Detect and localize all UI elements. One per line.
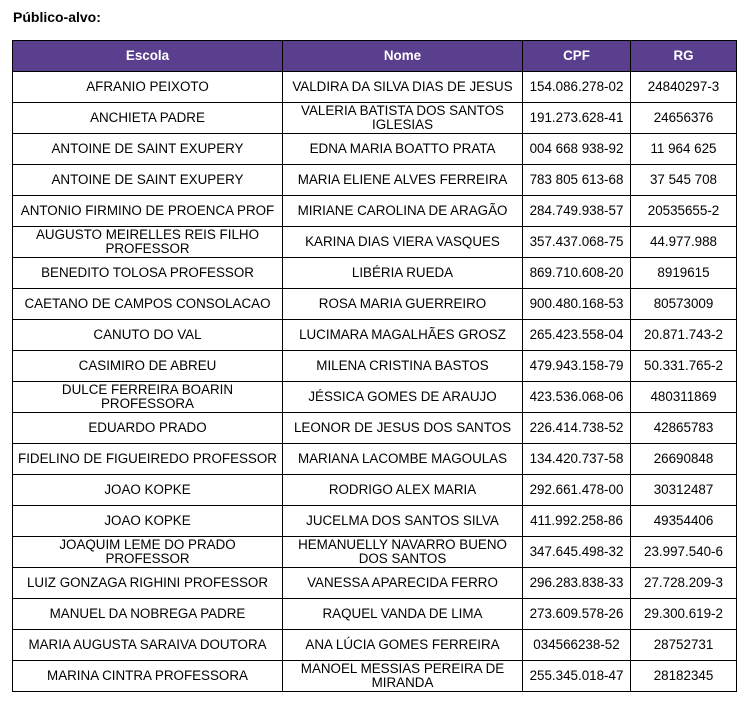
cell-rg: 20.871.743-2: [631, 320, 737, 351]
table-row: [13, 227, 737, 258]
cell-nome: MILENA CRISTINA BASTOS: [283, 351, 523, 382]
cell-rg: 28752731: [631, 630, 737, 661]
cell-cpf: 292.661.478-00: [523, 475, 631, 506]
table-row: [13, 537, 737, 568]
cell-escola: ANCHIETA PADRE: [13, 103, 283, 134]
cell-cpf: 265.423.558-04: [523, 320, 631, 351]
cell-nome: RODRIGO ALEX MARIA: [283, 475, 523, 506]
cell-escola: ANTOINE DE SAINT EXUPERY: [13, 134, 283, 165]
table-body: [13, 72, 737, 692]
cell-escola: AFRANIO PEIXOTO: [13, 72, 283, 103]
table-header-row: [13, 41, 737, 72]
cell-cpf: 411.992.258-86: [523, 506, 631, 537]
cell-escola: LUIZ GONZAGA RIGHINI PROFESSOR: [13, 568, 283, 599]
cell-cpf: 226.414.738-52: [523, 413, 631, 444]
cell-nome: EDNA MARIA BOATTO PRATA: [283, 134, 523, 165]
cell-rg: 24840297-3: [631, 72, 737, 103]
cell-rg: 11 964 625: [631, 134, 737, 165]
cell-cpf: 479.943.158-79: [523, 351, 631, 382]
table-row: [13, 661, 737, 692]
cell-nome: VANESSA APARECIDA FERRO: [283, 568, 523, 599]
cell-cpf: 347.645.498-32: [523, 537, 631, 568]
cell-cpf: 296.283.838-33: [523, 568, 631, 599]
cell-nome: ROSA MARIA GUERREIRO: [283, 289, 523, 320]
table-row: [13, 196, 737, 227]
table-row: [13, 289, 737, 320]
table-row: [13, 351, 737, 382]
cell-escola: MARIA AUGUSTA SARAIVA DOUTORA: [13, 630, 283, 661]
cell-rg: 49354406: [631, 506, 737, 537]
cell-cpf: 783 805 613-68: [523, 165, 631, 196]
cell-cpf: 004 668 938-92: [523, 134, 631, 165]
cell-rg: 44.977.988: [631, 227, 737, 258]
cell-cpf: 357.437.068-75: [523, 227, 631, 258]
cell-escola: AUGUSTO MEIRELLES REIS FILHO PROFESSOR: [13, 227, 283, 258]
cell-escola: FIDELINO DE FIGUEIREDO PROFESSOR: [13, 444, 283, 475]
cell-rg: 20535655-2: [631, 196, 737, 227]
table-row: [13, 165, 737, 196]
cell-cpf: 900.480.168-53: [523, 289, 631, 320]
cell-nome: LUCIMARA MAGALHÃES GROSZ: [283, 320, 523, 351]
cell-cpf: 154.086.278-02: [523, 72, 631, 103]
cell-escola: JOAO KOPKE: [13, 506, 283, 537]
table-row: [13, 413, 737, 444]
cell-nome: HEMANUELLY NAVARRO BUENO DOS SANTOS: [283, 537, 523, 568]
cell-rg: 480311869: [631, 382, 737, 413]
cell-cpf: 273.609.578-26: [523, 599, 631, 630]
column-header-cpf: CPF: [523, 41, 631, 72]
table-row: [13, 506, 737, 537]
cell-rg: 42865783: [631, 413, 737, 444]
cell-escola: MARINA CINTRA PROFESSORA: [13, 661, 283, 692]
column-header-escola: Escola: [13, 41, 283, 72]
cell-rg: 30312487: [631, 475, 737, 506]
cell-nome: JUCELMA DOS SANTOS SILVA: [283, 506, 523, 537]
cell-nome: LEONOR DE JESUS DOS SANTOS: [283, 413, 523, 444]
cell-nome: LIBÉRIA RUEDA: [283, 258, 523, 289]
cell-cpf: 284.749.938-57: [523, 196, 631, 227]
cell-cpf: 255.345.018-47: [523, 661, 631, 692]
cell-cpf: 423.536.068-06: [523, 382, 631, 413]
table-row: [13, 382, 737, 413]
cell-escola: BENEDITO TOLOSA PROFESSOR: [13, 258, 283, 289]
cell-escola: CANUTO DO VAL: [13, 320, 283, 351]
cell-rg: 29.300.619-2: [631, 599, 737, 630]
table-row: [13, 599, 737, 630]
cell-nome: MANOEL MESSIAS PEREIRA DE MIRANDA: [283, 661, 523, 692]
cell-escola: JOAQUIM LEME DO PRADO PROFESSOR: [13, 537, 283, 568]
cell-escola: ANTOINE DE SAINT EXUPERY: [13, 165, 283, 196]
target-audience-table: [12, 40, 737, 692]
cell-rg: 37 545 708: [631, 165, 737, 196]
cell-nome: MIRIANE CAROLINA DE ARAGÃO: [283, 196, 523, 227]
cell-nome: VALDIRA DA SILVA DIAS DE JESUS: [283, 72, 523, 103]
cell-rg: 26690848: [631, 444, 737, 475]
cell-escola: CASIMIRO DE ABREU: [13, 351, 283, 382]
cell-rg: 23.997.540-6: [631, 537, 737, 568]
cell-escola: EDUARDO PRADO: [13, 413, 283, 444]
table-row: [13, 320, 737, 351]
cell-rg: 50.331.765-2: [631, 351, 737, 382]
cell-rg: 28182345: [631, 661, 737, 692]
cell-rg: 8919615: [631, 258, 737, 289]
cell-escola: DULCE FERREIRA BOARIN PROFESSORA: [13, 382, 283, 413]
cell-cpf: 134.420.737-58: [523, 444, 631, 475]
page-heading: Público-alvo:: [13, 9, 101, 25]
table-row: [13, 475, 737, 506]
cell-nome: JÉSSICA GOMES DE ARAUJO: [283, 382, 523, 413]
column-header-nome: Nome: [283, 41, 523, 72]
table-row: [13, 134, 737, 165]
cell-nome: KARINA DIAS VIERA VASQUES: [283, 227, 523, 258]
table-row: [13, 568, 737, 599]
table-row: [13, 444, 737, 475]
cell-escola: MANUEL DA NOBREGA PADRE: [13, 599, 283, 630]
cell-escola: CAETANO DE CAMPOS CONSOLACAO: [13, 289, 283, 320]
cell-nome: ANA LÚCIA GOMES FERREIRA: [283, 630, 523, 661]
cell-nome: RAQUEL VANDA DE LIMA: [283, 599, 523, 630]
cell-cpf: 034566238-52: [523, 630, 631, 661]
cell-cpf: 869.710.608-20: [523, 258, 631, 289]
table-row: [13, 72, 737, 103]
cell-rg: 24656376: [631, 103, 737, 134]
cell-nome: MARIA ELIENE ALVES FERREIRA: [283, 165, 523, 196]
cell-nome: VALERIA BATISTA DOS SANTOS IGLESIAS: [283, 103, 523, 134]
cell-escola: ANTONIO FIRMINO DE PROENCA PROF: [13, 196, 283, 227]
table-row: [13, 630, 737, 661]
column-header-rg: RG: [631, 41, 737, 72]
cell-cpf: 191.273.628-41: [523, 103, 631, 134]
cell-nome: MARIANA LACOMBE MAGOULAS: [283, 444, 523, 475]
table-row: [13, 103, 737, 134]
table-row: [13, 258, 737, 289]
table-header: [13, 41, 737, 72]
cell-escola: JOAO KOPKE: [13, 475, 283, 506]
cell-rg: 27.728.209-3: [631, 568, 737, 599]
cell-rg: 80573009: [631, 289, 737, 320]
